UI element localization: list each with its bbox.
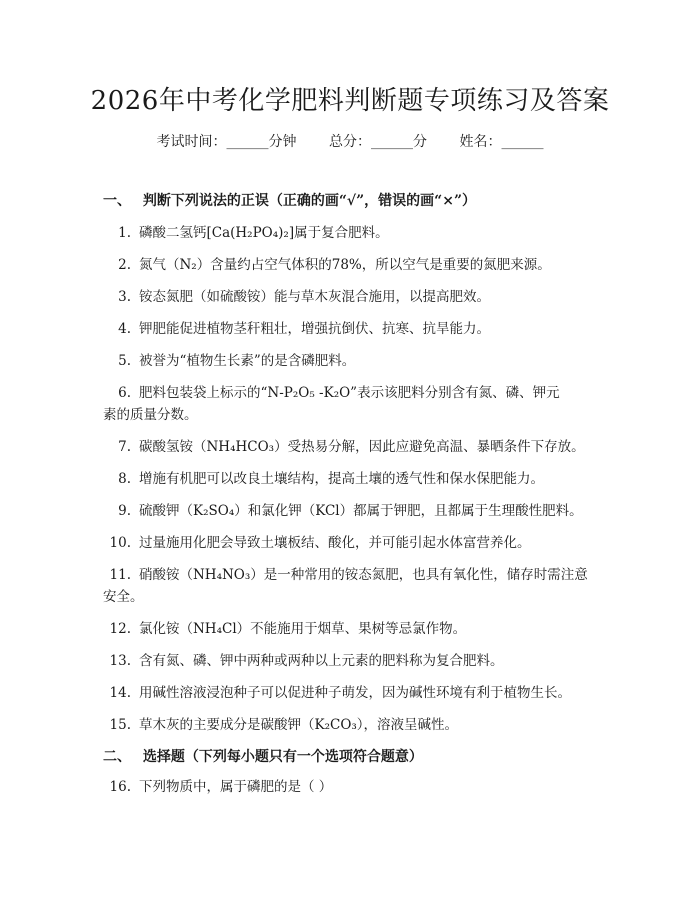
question-number: 2. bbox=[118, 257, 131, 273]
question-item bbox=[103, 318, 595, 340]
question-number: 4. bbox=[118, 321, 131, 337]
question-text: 用碱性溶液浸泡种子可以促进种子萌发，因为碱性环境有利于植物生长。 bbox=[139, 685, 571, 701]
question-number: 12. bbox=[109, 621, 131, 637]
question-number: 14. bbox=[109, 685, 131, 701]
exam-time: 考试时间：______分钟 bbox=[156, 134, 297, 150]
question-number: 1. bbox=[118, 225, 131, 241]
section-heading-2 bbox=[103, 746, 423, 766]
question-number: 9. bbox=[118, 503, 131, 519]
question-text: 硝酸铵（NH₄NO₃）是一种常用的铵态氮肥，也具有氧化性，储存时需注意 bbox=[139, 567, 588, 583]
question-item bbox=[103, 532, 595, 554]
page-title: 2026年中考化学肥料判断题专项练习及答案 bbox=[90, 86, 610, 116]
question-item bbox=[103, 500, 595, 522]
question-number: 5. bbox=[118, 353, 131, 369]
question-item bbox=[103, 286, 595, 308]
exam-meta bbox=[0, 131, 700, 151]
question-text: 肥料包装袋上标示的“N-P₂O₅ -K₂O”表示该肥料分别含有氮、磷、钾元 bbox=[139, 385, 560, 401]
question-item bbox=[103, 382, 595, 404]
question-number: 11. bbox=[109, 567, 131, 583]
question-number: 8. bbox=[118, 471, 131, 487]
question-text: 被誉为“植物生长素”的是含磷肥料。 bbox=[139, 353, 356, 369]
question-text: 含有氮、磷、钾中两种或两种以上元素的肥料称为复合肥料。 bbox=[139, 653, 504, 669]
question-number: 7. bbox=[118, 439, 131, 455]
question-text: 氯化铵（NH₄Cl）不能施用于烟草、果树等忌氯作物。 bbox=[139, 621, 467, 637]
question-item bbox=[103, 776, 595, 798]
section-title: 判断下列说法的正误（正确的画“√”，错误的画“×”） bbox=[142, 193, 477, 209]
question-item bbox=[103, 650, 595, 672]
section-number: 二、 bbox=[103, 749, 131, 765]
question-text: 过量施用化肥会导致土壤板结、酸化，并可能引起水体富营养化。 bbox=[139, 535, 531, 551]
exam-name: 姓名：______ bbox=[459, 134, 544, 150]
question-item bbox=[103, 564, 595, 586]
question-number: 15. bbox=[109, 717, 131, 733]
question-text: 硫酸钾（K₂SO₄）和氯化钾（KCl）都属于钾肥，且都属于生理酸性肥料。 bbox=[139, 503, 583, 519]
question-continuation: 安全。 bbox=[103, 589, 144, 605]
section-title: 选择题（下列每小题只有一个选项符合题意） bbox=[142, 749, 423, 765]
exam-score: 总分：______分 bbox=[329, 134, 427, 150]
question-number: 6. bbox=[118, 385, 131, 401]
section-number: 一、 bbox=[103, 193, 131, 209]
question-item bbox=[103, 618, 595, 640]
question-item bbox=[103, 436, 595, 458]
question-text: 铵态氮肥（如硫酸铵）能与草木灰混合施用，以提高肥效。 bbox=[139, 289, 490, 305]
question-continuation: 素的质量分数。 bbox=[103, 407, 198, 423]
question-number: 3. bbox=[118, 289, 131, 305]
question-number: 16. bbox=[109, 779, 131, 795]
question-text: 增施有机肥可以改良土壤结构，提高土壤的透气性和保水保肥能力。 bbox=[139, 471, 544, 487]
question-item bbox=[103, 714, 595, 736]
question-item bbox=[103, 468, 595, 490]
question-text: 下列物质中，属于磷肥的是（ ） bbox=[139, 779, 333, 795]
question-number: 13. bbox=[109, 653, 131, 669]
question-text: 钾肥能促进植物茎秆粗壮，增强抗倒伏、抗寒、抗旱能力。 bbox=[139, 321, 490, 337]
question-item bbox=[103, 222, 595, 244]
question-number: 10. bbox=[109, 535, 131, 551]
question-text: 草木灰的主要成分是碳酸钾（K₂CO₃），溶液呈碱性。 bbox=[139, 717, 459, 733]
question-item bbox=[103, 350, 595, 372]
question-text: 碳酸氢铵（NH₄HCO₃）受热易分解，因此应避免高温、暴晒条件下存放。 bbox=[139, 439, 585, 455]
question-text: 氮气（N₂）含量约占空气体积的78%，所以空气是重要的氮肥来源。 bbox=[139, 257, 551, 273]
question-item bbox=[103, 254, 595, 276]
question-text: 磷酸二氢钙[Ca(H₂PO₄)₂]属于复合肥料。 bbox=[139, 225, 389, 241]
question-item bbox=[103, 682, 595, 704]
section-heading-1 bbox=[103, 190, 476, 210]
